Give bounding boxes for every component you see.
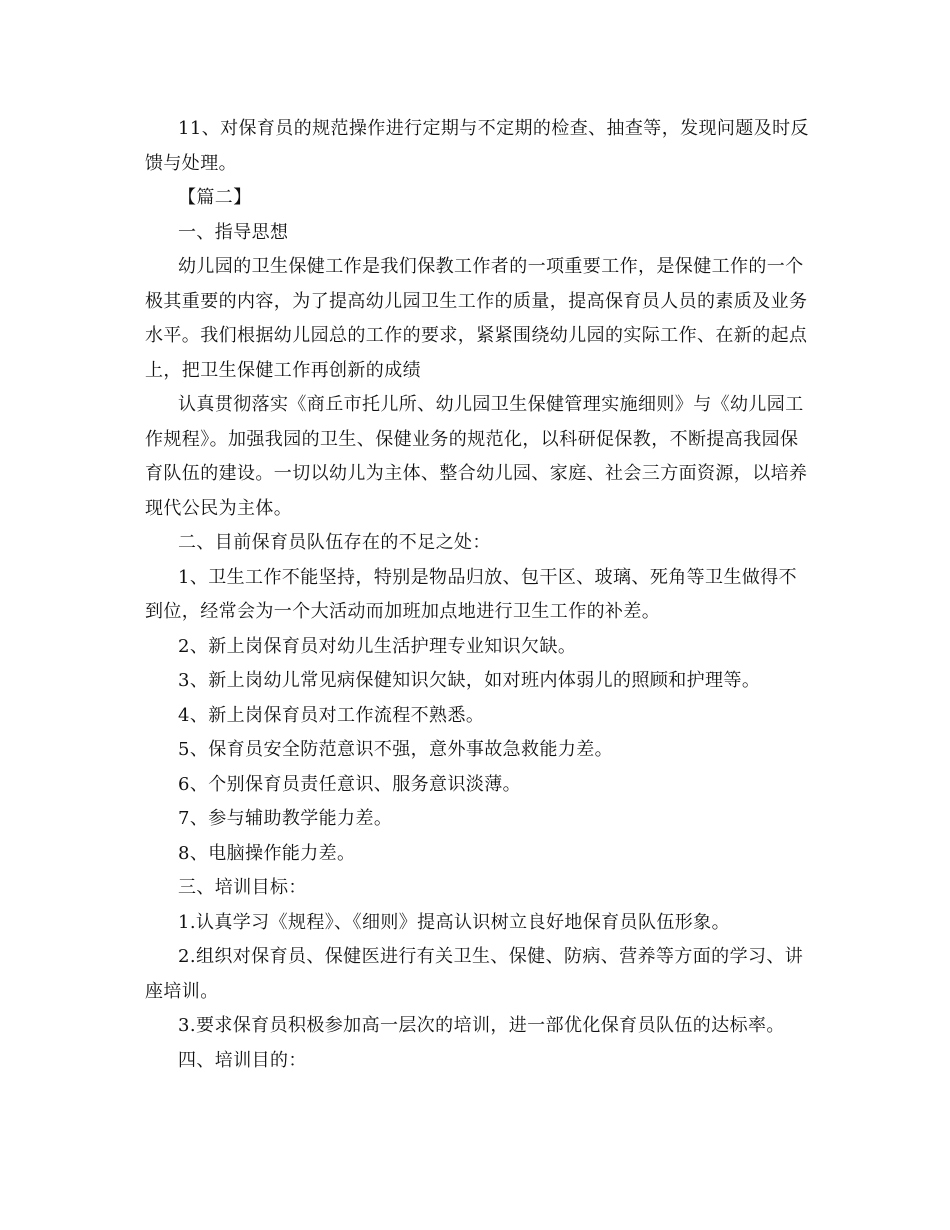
heading-guiding-ideology: 一、指导思想 — [178, 221, 289, 243]
paragraph-guiding-ideology-2: 认真贯彻落实《商丘市托儿所、幼儿园卫生保健管理实施细则》与《幼儿园工作规程》。加强我园的卫生、保健业务的规范化，以科研促保教，不断提高我园保育队伍的建设。一切以幼儿为主体、整合幼儿园、家庭、社会三方面资源，以培养现代公民为主体。 — [145, 394, 808, 519]
paragraph-guiding-ideology-1: 幼儿园的卫生保健工作是我们保教工作者的一项重要工作，是保健工作的一个极其重要的内容，为了提高幼儿园卫生工作的质量，提高保育员人员的素质及业务水平。我们根据幼儿园总的工作的要求，紧紧围绕幼儿园的实际工作、在新的起点上，把卫生保健工作再创新的成绩 — [145, 256, 808, 381]
list-item-shortcoming-6: 6、个别保育员责任意识、服务意识淡薄。 — [178, 773, 522, 795]
list-item-shortcoming-4: 4、新上岗保育员对工作流程不熟悉。 — [178, 704, 485, 726]
document-body — [145, 112, 810, 1078]
list-item-goal-3: 3.要求保育员积极参加高一层次的培训，进一部优化保育员队伍的达标率。 — [178, 1015, 785, 1036]
section-heading-part-two: 【篇二】 — [178, 187, 252, 208]
list-item-shortcoming-2: 2、新上岗保育员对幼儿生活护理专业知识欠缺。 — [178, 635, 577, 657]
list-item-shortcoming-5: 5、保育员安全防范意识不强，意外事故急救能力差。 — [178, 739, 614, 760]
list-item-shortcoming-3: 3、新上岗幼儿常见病保健知识欠缺，如对班内体弱儿的照顾和护理等。 — [178, 670, 761, 691]
list-item-goal-2: 2.组织对保育员、保健医进行有关卫生、保健、防病、营养等方面的学习、讲座培训。 — [145, 946, 804, 1002]
heading-training-purpose: 四、培训目的： — [178, 1049, 307, 1071]
list-item-goal-1: 1.认真学习《规程》、《细则》提高认识树立良好地保育员队伍形象。 — [178, 911, 730, 933]
list-item-shortcoming-1: 1、卫生工作不能坚持，特别是物品归放、包干区、玻璃、死角等卫生做得不到位，经常会为一个大活动而加班加点地进行卫生工作的补差。 — [145, 566, 798, 622]
paragraph-inspection: 11、对保育员的规范操作进行定期与不定期的检查、抽查等，发现问题及时反馈与处理。 — [145, 118, 809, 174]
heading-training-goals: 三、培训目标： — [178, 877, 307, 898]
list-item-shortcoming-7: 7、参与辅助教学能力差。 — [178, 808, 393, 829]
list-item-shortcoming-8: 8、电脑操作能力差。 — [178, 842, 356, 864]
heading-shortcomings: 二、目前保育员队伍存在的不足之处： — [178, 532, 491, 553]
